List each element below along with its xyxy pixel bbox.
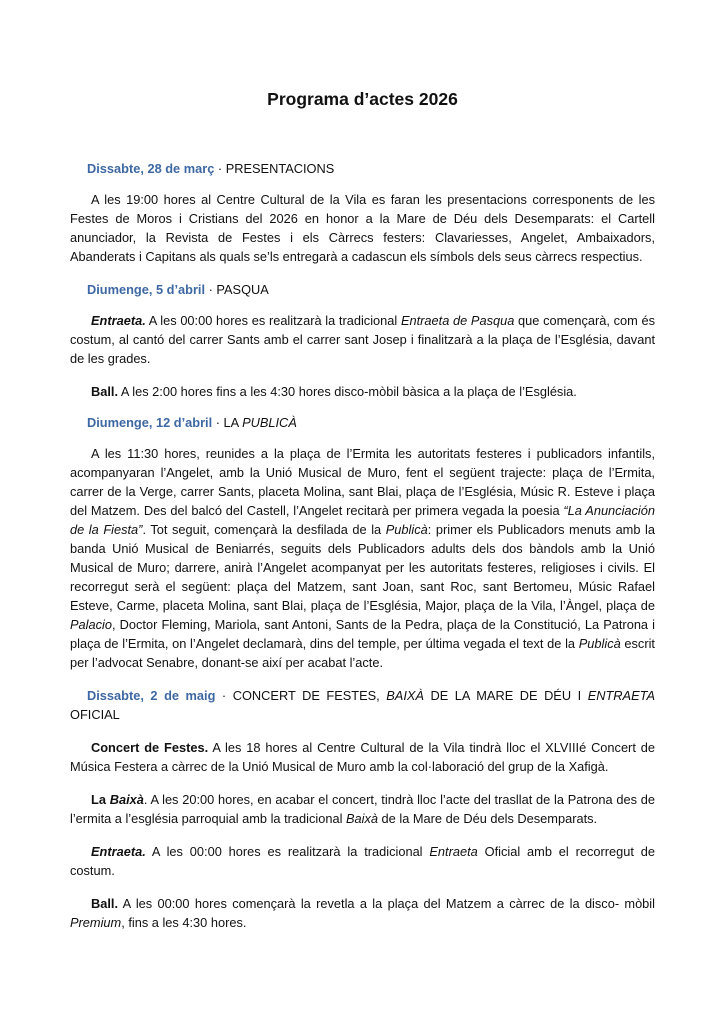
paragraph-concert: Concert de Festes. A les 18 hores al Centre Cultural de la Vila tindrà lloc el XLVIIIé Concert de Música Festera a càrrec de la Unió Musical de Muro amb la col·laboració del grup de la Xafigà.: [70, 740, 655, 774]
day-label: PASQUA: [216, 282, 269, 297]
page-title: Programa d’actes 2026: [267, 89, 458, 109]
paragraph-entraeta: Entraeta. A les 00:00 hores es realitzarà la tradicional Entraeta de Pasqua que començarà, com és costum, al cantó del carrer Sants amb el carrer sant Josep i finalitzarà a la plaça de l’Església, davant de les grades.: [70, 313, 656, 366]
day-heading: Diumenge, 12 d’abril · LA PUBLICÀ: [87, 415, 297, 430]
day-label: LA PUBLICÀ: [223, 415, 297, 430]
day-label: PRESENTACIONS: [225, 161, 335, 176]
paragraph-ball: Ball. A les 2:00 hores fins a les 4:30 hores disco-mòbil bàsica a la plaça de l’Església.: [91, 384, 577, 399]
paragraph-baixa: La Baixà. A les 20:00 hores, en acabar el concert, tindrà lloc l’acte del trasllat de la Patrona des de l’ermita a l’església parroquial amb la tradicional Baixà de la Mare de Déu dels Desemparats.: [70, 792, 655, 826]
day-heading: Dissabte, 28 de març · PRESENTACIONS: [87, 161, 335, 176]
day-heading: Dissabte, 2 de maig · CONCERT DE FESTES, BAIXÀ DE LA MARE DE DÉU I ENTRAETA OFICIAL: [70, 688, 656, 722]
day-heading: Diumenge, 5 d’abril · PASQUA: [87, 282, 269, 297]
day-date: Dissabte, 2 de maig: [87, 688, 216, 703]
paragraph-publica: A les 11:30 hores, reunides a la plaça de l’Ermita les autoritats festeres i publicadors infantils, acompanyaran l’Angelet, amb la Unió Musical de Muro, fent el següent trajecte: plaça de l’Ermita, carrer de la Verge, carrer Sants, placeta Molina, sant Blai, plaça de l’Església, Músic R. Esteve i plaça del Matzem. Des del balcó del Castell, l’Angelet recitarà per primera vegada la poesia “La Anunciación de la Fiesta”. Tot seguit, començarà la desfilada de la Publicà: primer els Publicadors menuts amb la banda Unió Musical de Beniarrés, seguits dels Publicadors adults dels dos bàndols amb la Unió Musical de Muro; darrere, anirà l’Angelet acompanyat per les autoritats festeres, religioses i civils. El recorregut serà el següent: plaça del Matzem, sant Joan, sant Roc, sant Bertomeu, Músic Rafael Esteve, Carme, placeta Molina, sant Blai, plaça de l’Església, Major, plaça de la Vila, l’Àngel, plaça de Palacio, Doctor Fleming, Mariola, sant Antoni, Sants de la Pedra, plaça de la Constitució, La Patrona i plaça de l’Ermita, on l’Angelet declamarà, dins del temple, per última vegada el text de la Publicà escrit per l’advocat Senabre, donant-se així per acabat l’acte.: [70, 446, 656, 670]
day-date: Diumenge, 12 d’abril: [87, 415, 213, 430]
document-page: [70, 88, 655, 944]
paragraph-ball-revetla: Ball. A les 00:00 hores començarà la revetla a la plaça del Matzem a càrrec de la disco- mòbil Premium, fins a les 4:30 hores.: [70, 896, 655, 930]
paragraph-entraeta-oficial: Entraeta. A les 00:00 hores es realitzarà la tradicional Entraeta Oficial amb el recorregut de costum.: [70, 844, 656, 878]
day-label: CONCERT DE FESTES, BAIXÀ DE LA MARE DE DÉU I ENTRAETA OFICIAL: [70, 688, 656, 722]
paragraph: A les 19:00 hores al Centre Cultural de la Vila es faran les presentacions corresponents de les Festes de Moros i Cristians del 2026 en honor a la Mare de Déu dels Desemparats: el Cartell anunciador, la Revista de Festes i els Càrrecs festers: Clavariesses, Angelet, Ambaixadors, Abanderats i Capitans als quals se’ls entregarà a cadascun els símbols dels seus càrrecs respectius.: [70, 192, 655, 264]
day-date: Diumenge, 5 d’abril: [87, 282, 206, 297]
day-date: Dissabte, 28 de març: [87, 161, 215, 176]
